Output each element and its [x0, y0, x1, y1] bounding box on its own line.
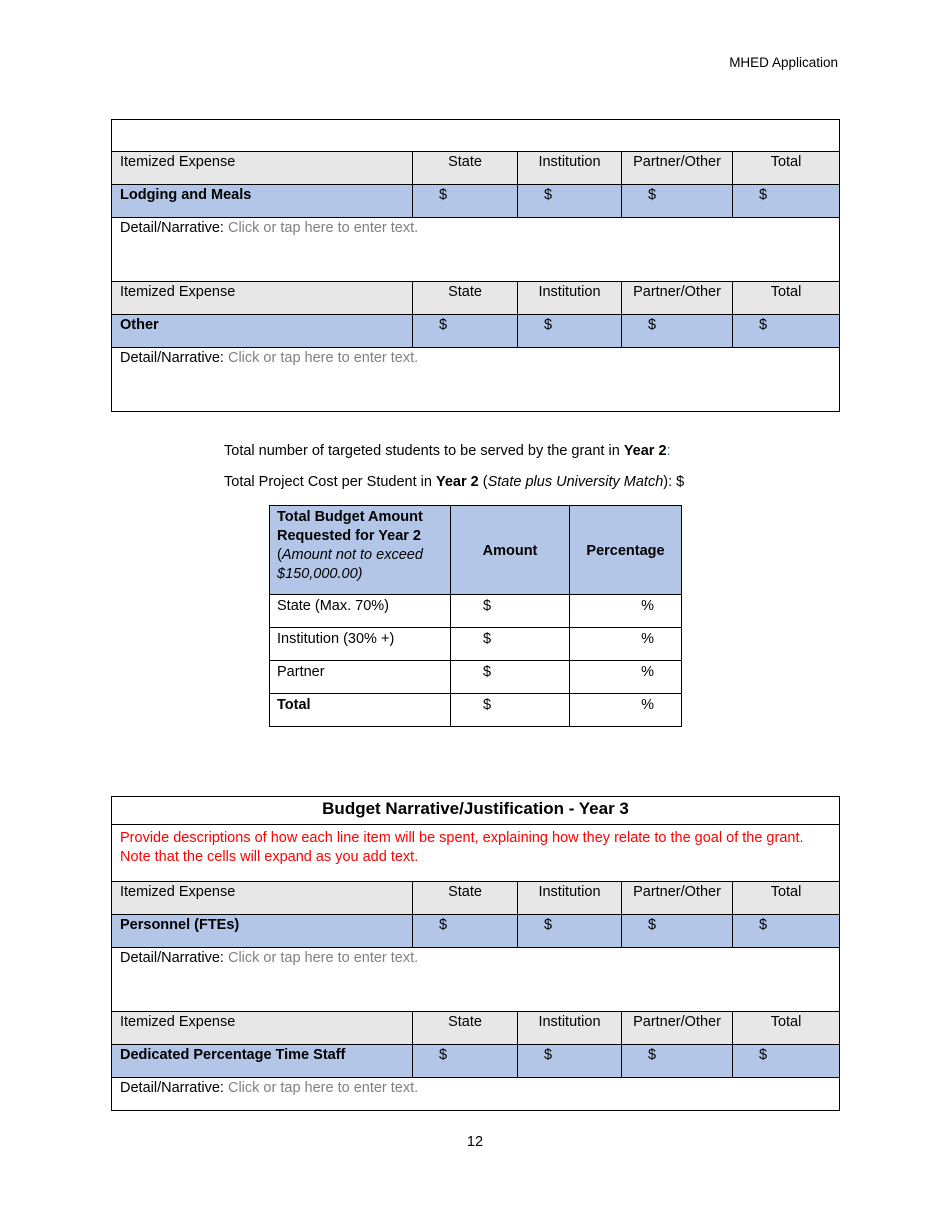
header-total: Total — [733, 882, 840, 915]
total-amount-field[interactable]: $ — [733, 315, 840, 348]
summary-row-institution — [270, 628, 682, 661]
amount-header: Amount — [451, 506, 570, 595]
page-number: 12 — [466, 1134, 484, 1150]
narrative-label: Detail/Narrative: — [120, 1080, 224, 1096]
students-input[interactable]: : — [666, 443, 671, 459]
header-institution: Institution — [518, 882, 622, 915]
budget-summary-table — [269, 505, 682, 727]
narrative-label: Detail/Narrative: — [120, 950, 224, 966]
narrative-field[interactable] — [112, 348, 840, 412]
total-amount-field[interactable]: $ — [733, 915, 840, 948]
partner-amount-field[interactable]: $ — [622, 185, 733, 218]
header-partner: Partner/Other — [622, 882, 733, 915]
cost-italic-note: State plus University Match — [487, 474, 664, 490]
state-amount-field[interactable]: $ — [413, 315, 518, 348]
page-header: MHED Application — [729, 55, 838, 70]
expense-row-other — [112, 315, 840, 348]
state-amount-field[interactable]: $ — [413, 185, 518, 218]
summary-heading — [270, 506, 451, 595]
header-partner: Partner/Other — [622, 152, 733, 185]
summary-row-total — [270, 694, 682, 727]
cost-input[interactable]: ): $ — [663, 474, 685, 490]
header-total: Total — [733, 1012, 840, 1045]
instructions-text: Provide descriptions of how each line item will be spent, explaining how they relate to the goal of the grant. Note that the cells will expand as you add text. — [112, 825, 840, 882]
header-total: Total — [733, 282, 840, 315]
header-row — [112, 882, 840, 915]
header-row — [112, 152, 840, 185]
expense-label: Dedicated Percentage Time Staff — [112, 1045, 413, 1078]
header-state: State — [413, 1012, 518, 1045]
narrative-placeholder[interactable]: Click or tap here to enter text. — [227, 220, 419, 236]
total-amount-field[interactable]: $ — [733, 185, 840, 218]
summary-label: Institution (30% +) — [270, 628, 451, 661]
summary-label: Partner — [270, 661, 451, 694]
narrative-label: Detail/Narrative: — [120, 350, 224, 366]
expense-row-dedicated-staff — [112, 1045, 840, 1078]
total-amount-field[interactable]: $ — [733, 1045, 840, 1078]
summary-amount-field[interactable]: $ — [451, 595, 570, 628]
header-partner: Partner/Other — [622, 1012, 733, 1045]
summary-heading-paren: ( — [277, 547, 282, 563]
header-row — [112, 1012, 840, 1045]
targeted-students-statement — [224, 443, 671, 459]
state-amount-field[interactable]: $ — [413, 915, 518, 948]
summary-heading-note: Amount not to exceed $150,000.00) — [277, 547, 423, 582]
percentage-header: Percentage — [570, 506, 682, 595]
header-state: State — [413, 882, 518, 915]
narrative-field[interactable] — [112, 218, 840, 282]
header-total: Total — [733, 152, 840, 185]
summary-label: State (Max. 70%) — [270, 595, 451, 628]
header-state: State — [413, 152, 518, 185]
narrative-field[interactable] — [112, 948, 840, 1012]
expense-label: Lodging and Meals — [112, 185, 413, 218]
summary-row-partner — [270, 661, 682, 694]
cost-per-student-statement — [224, 474, 684, 490]
institution-amount-field[interactable]: $ — [518, 185, 622, 218]
summary-amount-field[interactable]: $ — [451, 661, 570, 694]
summary-percent-field[interactable]: % — [570, 694, 682, 727]
expense-label: Personnel (FTEs) — [112, 915, 413, 948]
cost-paren: ( — [478, 474, 488, 490]
budget-table-year3 — [111, 796, 840, 1111]
expense-label: Other — [112, 315, 413, 348]
header-partner: Partner/Other — [622, 282, 733, 315]
section-title: Budget Narrative/Justification - Year 3 — [112, 797, 840, 825]
expense-row-personnel — [112, 915, 840, 948]
institution-amount-field[interactable]: $ — [518, 1045, 622, 1078]
header-institution: Institution — [518, 1012, 622, 1045]
summary-row-state — [270, 595, 682, 628]
expense-row-lodging — [112, 185, 840, 218]
blank-row — [112, 120, 840, 152]
narrative-field[interactable] — [112, 1078, 840, 1111]
header-institution: Institution — [518, 152, 622, 185]
summary-percent-field[interactable]: % — [570, 661, 682, 694]
partner-amount-field[interactable]: $ — [622, 1045, 733, 1078]
summary-amount-field[interactable]: $ — [451, 628, 570, 661]
cost-year: Year 2 — [435, 474, 479, 490]
partner-amount-field[interactable]: $ — [622, 915, 733, 948]
header-institution: Institution — [518, 282, 622, 315]
header-itemized-expense: Itemized Expense — [112, 1012, 413, 1045]
students-text: Total number of targeted students to be served by the grant in — [224, 443, 624, 459]
narrative-placeholder[interactable]: Click or tap here to enter text. — [227, 350, 419, 366]
budget-table-year2-continued — [111, 119, 840, 412]
header-itemized-expense: Itemized Expense — [112, 282, 413, 315]
summary-amount-field[interactable]: $ — [451, 694, 570, 727]
header-state: State — [413, 282, 518, 315]
summary-percent-field[interactable]: % — [570, 595, 682, 628]
institution-amount-field[interactable]: $ — [518, 915, 622, 948]
narrative-placeholder[interactable]: Click or tap here to enter text. — [227, 950, 419, 966]
header-itemized-expense: Itemized Expense — [112, 882, 413, 915]
summary-label: Total — [270, 694, 451, 727]
students-year: Year 2 — [623, 443, 667, 459]
header-row — [112, 282, 840, 315]
header-itemized-expense: Itemized Expense — [112, 152, 413, 185]
summary-heading-title: Total Budget Amount Requested for Year 2 — [277, 509, 423, 544]
state-amount-field[interactable]: $ — [413, 1045, 518, 1078]
summary-percent-field[interactable]: % — [570, 628, 682, 661]
cost-text: Total Project Cost per Student in — [224, 474, 436, 490]
partner-amount-field[interactable]: $ — [622, 315, 733, 348]
narrative-placeholder[interactable]: Click or tap here to enter text. — [227, 1080, 419, 1096]
narrative-label: Detail/Narrative: — [120, 220, 224, 236]
institution-amount-field[interactable]: $ — [518, 315, 622, 348]
